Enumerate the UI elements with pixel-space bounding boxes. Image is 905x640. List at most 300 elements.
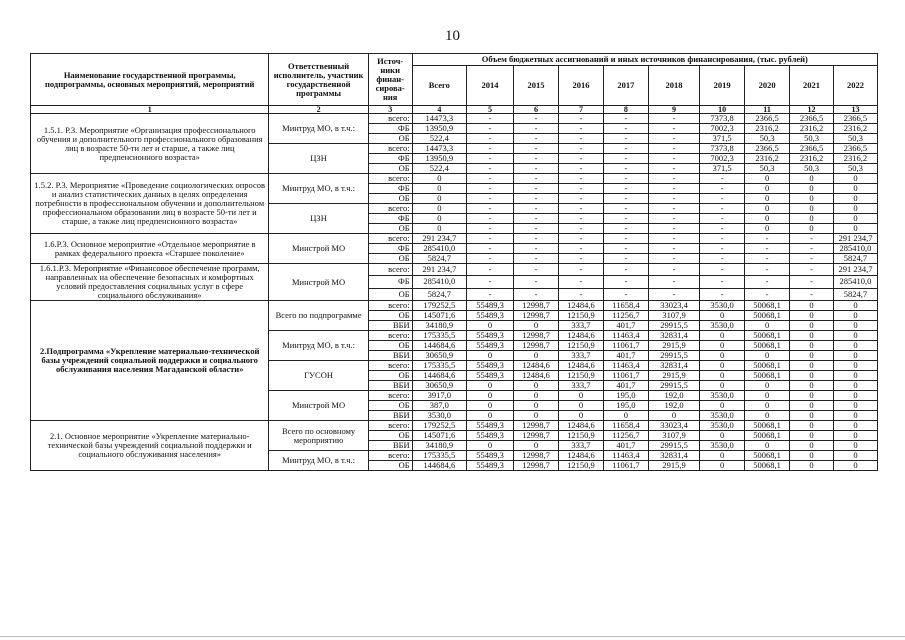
funding-value: 0	[790, 204, 834, 214]
funding-value: 0	[467, 351, 514, 361]
funding-value: 34180,9	[412, 441, 466, 451]
funding-value: 12484,6	[514, 361, 559, 371]
funding-value: 0	[467, 411, 514, 421]
funding-value: 33023,4	[648, 301, 699, 311]
funding-value: 0	[603, 411, 648, 421]
table-row	[31, 264, 878, 276]
funding-source: всего:	[368, 451, 412, 461]
funding-value: 55489,3	[467, 451, 514, 461]
funding-value: 2316,2	[833, 154, 877, 164]
funding-value: -	[514, 288, 559, 300]
funding-value: -	[648, 288, 699, 300]
funding-value: 11463,4	[603, 331, 648, 341]
funding-value: 0	[790, 391, 834, 401]
funding-source: ФБ	[368, 184, 412, 194]
page-number: 10	[445, 28, 460, 44]
funding-value: -	[467, 264, 514, 276]
funding-value: 12484,6	[559, 361, 604, 371]
column-number: 12	[790, 106, 834, 114]
funding-value: 12998,7	[514, 451, 559, 461]
funding-value: -	[745, 254, 790, 264]
funding-value: -	[559, 114, 604, 124]
funding-source: всего:	[368, 331, 412, 341]
funding-value: 0	[790, 341, 834, 351]
funding-value: -	[603, 276, 648, 288]
funding-value: 0	[648, 411, 699, 421]
funding-value: 0	[833, 311, 877, 321]
funding-value: 0	[833, 391, 877, 401]
funding-value: -	[700, 244, 745, 254]
funding-value: -	[700, 264, 745, 276]
funding-value: 175335,5	[412, 361, 466, 371]
funding-value: 50,3	[790, 164, 834, 174]
funding-value: 0	[790, 461, 834, 471]
funding-value: 371,5	[700, 164, 745, 174]
funding-value: 12998,7	[514, 301, 559, 311]
funding-value: 0	[790, 441, 834, 451]
funding-value: 32831,4	[648, 331, 699, 341]
funding-value: 0	[745, 174, 790, 184]
funding-value: -	[603, 244, 648, 254]
funding-value: 11658,4	[603, 421, 648, 431]
responsible-executor: ЦЗН	[269, 204, 368, 234]
funding-value: 0	[745, 224, 790, 234]
funding-value: 2316,2	[833, 124, 877, 134]
funding-value: 401,7	[603, 321, 648, 331]
funding-value: 0	[833, 301, 877, 311]
funding-value: 12998,7	[514, 431, 559, 441]
funding-value: -	[745, 276, 790, 288]
funding-value: 0	[514, 411, 559, 421]
funding-value: 2366,5	[833, 114, 877, 124]
funding-value: -	[467, 154, 514, 164]
funding-value: 2316,2	[790, 154, 834, 164]
header-year: 2016	[559, 66, 604, 106]
funding-value: -	[514, 214, 559, 224]
funding-value: 0	[833, 461, 877, 471]
table-row	[31, 174, 878, 184]
funding-value: 333,7	[559, 351, 604, 361]
funding-value: 401,7	[603, 381, 648, 391]
funding-value: -	[648, 264, 699, 276]
header-year: 2019	[700, 66, 745, 106]
funding-value: 11061,7	[603, 371, 648, 381]
funding-value: 401,7	[603, 351, 648, 361]
funding-value: -	[603, 254, 648, 264]
funding-value: -	[648, 204, 699, 214]
funding-value: -	[700, 224, 745, 234]
funding-value: 0	[412, 174, 466, 184]
funding-source: всего:	[368, 421, 412, 431]
responsible-executor: ЦЗН	[269, 144, 368, 174]
funding-value: -	[467, 254, 514, 264]
funding-value: 0	[514, 401, 559, 411]
funding-value: -	[603, 234, 648, 244]
funding-value: 2366,5	[790, 114, 834, 124]
funding-value: 0	[833, 184, 877, 194]
funding-source: всего:	[368, 144, 412, 154]
funding-value: -	[700, 276, 745, 288]
funding-value: 0	[467, 441, 514, 451]
funding-value: -	[467, 194, 514, 204]
funding-value: 285410,0	[412, 276, 466, 288]
funding-value: 30650,9	[412, 351, 466, 361]
column-number: 5	[467, 106, 514, 114]
funding-source: ФБ	[368, 244, 412, 254]
funding-value: 14473,3	[412, 114, 466, 124]
funding-value: 0	[833, 441, 877, 451]
funding-value: 55489,3	[467, 341, 514, 351]
funding-value: -	[745, 288, 790, 300]
funding-value: 192,0	[648, 391, 699, 401]
header-funding-title: Объем бюджетных ассигнований и иных источников финансирования, (тыс. рублей)	[412, 54, 877, 66]
funding-value: 0	[700, 331, 745, 341]
funding-value: 0	[559, 401, 604, 411]
funding-value: -	[514, 194, 559, 204]
funding-value: 50068,1	[745, 371, 790, 381]
column-number: 8	[603, 106, 648, 114]
funding-source: ФБ	[368, 276, 412, 288]
funding-value: -	[467, 276, 514, 288]
funding-value: 0	[412, 224, 466, 234]
funding-source: ОБ	[368, 401, 412, 411]
funding-value: -	[648, 254, 699, 264]
funding-value: -	[700, 204, 745, 214]
funding-value: 2366,5	[790, 144, 834, 154]
funding-value: -	[559, 276, 604, 288]
funding-value: -	[514, 184, 559, 194]
funding-source: всего:	[368, 361, 412, 371]
table-row	[31, 421, 878, 431]
funding-source: ОБ	[368, 224, 412, 234]
funding-value: -	[603, 124, 648, 134]
funding-value: 0	[745, 381, 790, 391]
funding-value: 0	[833, 411, 877, 421]
funding-value: 0	[790, 214, 834, 224]
funding-value: -	[603, 154, 648, 164]
funding-value: 0	[790, 401, 834, 411]
funding-value: 0	[833, 224, 877, 234]
funding-value: 291 234,7	[833, 264, 877, 276]
funding-value: 522,4	[412, 164, 466, 174]
header-resp-col: Ответственный исполнитель, участник государственной программы	[269, 54, 368, 106]
funding-value: 0	[700, 461, 745, 471]
funding-value: 3530,0	[700, 421, 745, 431]
funding-value: 12150,9	[559, 431, 604, 441]
funding-value: 0	[790, 311, 834, 321]
funding-value: 12150,9	[559, 341, 604, 351]
funding-value: 12484,6	[559, 301, 604, 311]
funding-value: 0	[833, 381, 877, 391]
funding-value: -	[648, 224, 699, 234]
funding-value: 12998,7	[514, 461, 559, 471]
funding-value: 145071,6	[412, 311, 466, 321]
funding-value: 11256,7	[603, 311, 648, 321]
funding-value: 11658,4	[603, 301, 648, 311]
funding-value: 291 234,7	[412, 264, 466, 276]
funding-value: -	[559, 164, 604, 174]
funding-value: -	[603, 174, 648, 184]
funding-value: 333,7	[559, 441, 604, 451]
funding-value: 55489,3	[467, 371, 514, 381]
funding-value: -	[745, 244, 790, 254]
funding-value: 285410,0	[833, 276, 877, 288]
funding-value: 0	[790, 411, 834, 421]
funding-value: -	[514, 114, 559, 124]
funding-value: -	[559, 234, 604, 244]
column-number: 1	[31, 106, 269, 114]
funding-value: 179252,5	[412, 301, 466, 311]
funding-value: 0	[745, 194, 790, 204]
header-year: 2014	[467, 66, 514, 106]
funding-value: -	[467, 184, 514, 194]
funding-value: 50068,1	[745, 461, 790, 471]
funding-value: -	[514, 124, 559, 134]
funding-value: -	[790, 288, 834, 300]
funding-value: -	[467, 144, 514, 154]
funding-value: 0	[700, 431, 745, 441]
header-year: 2020	[745, 66, 790, 106]
funding-value: -	[514, 144, 559, 154]
funding-value: 2316,2	[745, 124, 790, 134]
funding-value: 5824,7	[833, 288, 877, 300]
funding-value: 50,3	[833, 134, 877, 144]
funding-value: 0	[467, 391, 514, 401]
funding-value: 0	[700, 371, 745, 381]
funding-value: -	[467, 114, 514, 124]
funding-value: 0	[790, 351, 834, 361]
funding-value: 50068,1	[745, 361, 790, 371]
funding-value: 50068,1	[745, 311, 790, 321]
funding-source: ОБ	[368, 311, 412, 321]
funding-value: -	[790, 264, 834, 276]
funding-value: 144684,6	[412, 461, 466, 471]
header-src-col: Источ-ники финан-сирова-ния	[368, 54, 412, 106]
funding-value: 0	[700, 351, 745, 361]
funding-value: 29915,5	[648, 321, 699, 331]
funding-value: 285410,0	[833, 244, 877, 254]
column-number: 3	[368, 106, 412, 114]
funding-source: ОБ	[368, 134, 412, 144]
funding-value: 0	[700, 451, 745, 461]
funding-value: 0	[833, 361, 877, 371]
funding-value: 13950,9	[412, 154, 466, 164]
funding-value: -	[514, 234, 559, 244]
header-year: 2017	[603, 66, 648, 106]
funding-value: 0	[745, 441, 790, 451]
funding-value: 175335,5	[412, 451, 466, 461]
funding-value: 12998,7	[514, 341, 559, 351]
funding-value: 0	[412, 214, 466, 224]
funding-value: 195,0	[603, 401, 648, 411]
funding-value: 7002,3	[700, 154, 745, 164]
funding-value: -	[467, 164, 514, 174]
funding-value: 50068,1	[745, 301, 790, 311]
funding-value: 50068,1	[745, 341, 790, 351]
funding-value: 0	[790, 224, 834, 234]
funding-value: -	[603, 134, 648, 144]
funding-value: -	[648, 276, 699, 288]
funding-value: -	[603, 184, 648, 194]
funding-value: 371,5	[700, 134, 745, 144]
funding-value: 3530,0	[700, 441, 745, 451]
funding-value: 0	[745, 401, 790, 411]
funding-value: 0	[790, 301, 834, 311]
funding-value: 50,3	[833, 164, 877, 174]
funding-value: 12150,9	[559, 461, 604, 471]
funding-value: 0	[412, 204, 466, 214]
funding-value: -	[467, 204, 514, 214]
funding-value: -	[700, 194, 745, 204]
funding-value: -	[700, 288, 745, 300]
funding-value: -	[559, 244, 604, 254]
responsible-executor: ГУСОН	[269, 361, 368, 391]
header-name-col: Наименование государственной программы, подпрограммы, основных мероприятий, мероприятий	[31, 54, 269, 106]
funding-value: 0	[745, 321, 790, 331]
funding-value: 387,0	[412, 401, 466, 411]
funding-value: 0	[833, 331, 877, 341]
funding-value: -	[467, 234, 514, 244]
funding-value: 0	[745, 391, 790, 401]
funding-value: 50,3	[790, 134, 834, 144]
funding-value: -	[790, 254, 834, 264]
funding-value: 195,0	[603, 391, 648, 401]
column-number: 13	[833, 106, 877, 114]
funding-value: 55489,3	[467, 311, 514, 321]
funding-value: 0	[467, 401, 514, 411]
responsible-executor: Минтруд МО, в т.ч.:	[269, 114, 368, 144]
funding-value: -	[514, 264, 559, 276]
funding-value: 3107,9	[648, 431, 699, 441]
funding-value: 0	[833, 174, 877, 184]
funding-value: -	[700, 214, 745, 224]
funding-value: 11463,4	[603, 361, 648, 371]
funding-value: -	[700, 234, 745, 244]
funding-value: -	[700, 174, 745, 184]
funding-value: 0	[833, 431, 877, 441]
funding-value: 12484,6	[559, 421, 604, 431]
funding-value: 12998,7	[514, 421, 559, 431]
funding-value: 0	[745, 204, 790, 214]
funding-value: 0	[412, 184, 466, 194]
funding-value: -	[648, 114, 699, 124]
funding-value: -	[603, 224, 648, 234]
funding-value: 50068,1	[745, 431, 790, 441]
funding-value: 0	[790, 451, 834, 461]
funding-source: ВБИ	[368, 381, 412, 391]
funding-source: ВБИ	[368, 441, 412, 451]
funding-value: 7373,8	[700, 144, 745, 154]
funding-value: 401,7	[603, 441, 648, 451]
funding-value: 2366,5	[745, 144, 790, 154]
funding-value: -	[648, 244, 699, 254]
measure-description: 2.1. Основное мероприятие «Укрепление материально-технической базы учреждений социальной поддержки и социального обслуживания населения»	[31, 421, 269, 471]
column-number: 4	[412, 106, 466, 114]
funding-value: 29915,5	[648, 351, 699, 361]
funding-value: -	[648, 184, 699, 194]
funding-value: 29915,5	[648, 381, 699, 391]
funding-value: 32831,4	[648, 451, 699, 461]
funding-value: 0	[745, 411, 790, 421]
funding-value: 0	[790, 194, 834, 204]
funding-value: -	[603, 144, 648, 154]
responsible-executor: Всего по основному мероприятию	[269, 421, 368, 451]
funding-source: ВБИ	[368, 351, 412, 361]
responsible-executor: Всего по подпрограмме	[269, 301, 368, 331]
funding-source: ОБ	[368, 341, 412, 351]
funding-value: 12998,7	[514, 311, 559, 321]
funding-value: 0	[467, 321, 514, 331]
funding-value: 55489,3	[467, 431, 514, 441]
funding-value: 55489,3	[467, 301, 514, 311]
funding-value: 291 234,7	[412, 234, 466, 244]
funding-value: 0	[700, 381, 745, 391]
funding-value: 0	[833, 204, 877, 214]
funding-value: -	[467, 124, 514, 134]
funding-value: 179252,5	[412, 421, 466, 431]
funding-value: -	[603, 194, 648, 204]
funding-value: -	[467, 134, 514, 144]
funding-value: -	[467, 288, 514, 300]
funding-value: -	[559, 124, 604, 134]
funding-value: 144684,6	[412, 341, 466, 351]
funding-source: ВБИ	[368, 321, 412, 331]
funding-source: ОБ	[368, 431, 412, 441]
funding-value: 0	[745, 214, 790, 224]
funding-value: -	[559, 254, 604, 264]
funding-value: 7373,8	[700, 114, 745, 124]
funding-value: -	[648, 174, 699, 184]
header-year: 2022	[833, 66, 877, 106]
page-bottom-edge	[0, 636, 905, 637]
column-number: 10	[700, 106, 745, 114]
funding-value: -	[514, 164, 559, 174]
funding-value: 522,4	[412, 134, 466, 144]
responsible-executor: Минстрой МО	[269, 234, 368, 264]
funding-source: всего:	[368, 204, 412, 214]
funding-value: 5824,7	[412, 254, 466, 264]
funding-value: 2915,9	[648, 371, 699, 381]
funding-value: -	[745, 264, 790, 276]
funding-value: 0	[700, 341, 745, 351]
funding-value: 5824,7	[833, 254, 877, 264]
funding-value: -	[514, 244, 559, 254]
funding-value: 0	[790, 184, 834, 194]
funding-value: -	[559, 214, 604, 224]
funding-value: 0	[833, 421, 877, 431]
funding-value: 0	[833, 214, 877, 224]
funding-value: -	[603, 264, 648, 276]
funding-value: 0	[833, 451, 877, 461]
funding-source: ОБ	[368, 164, 412, 174]
funding-value: 3530,0	[700, 321, 745, 331]
funding-value: -	[648, 234, 699, 244]
funding-source: ФБ	[368, 214, 412, 224]
funding-value: -	[514, 204, 559, 214]
funding-value: -	[559, 194, 604, 204]
header-year: 2015	[514, 66, 559, 106]
funding-value: 2366,5	[833, 144, 877, 154]
funding-source: всего:	[368, 301, 412, 311]
funding-value: 5824,7	[412, 288, 466, 300]
funding-value: 0	[514, 381, 559, 391]
funding-value: 0	[745, 351, 790, 361]
funding-value: -	[559, 184, 604, 194]
funding-value: 144684,6	[412, 371, 466, 381]
funding-value: 0	[514, 351, 559, 361]
funding-value: 0	[790, 371, 834, 381]
table-row	[31, 301, 878, 311]
